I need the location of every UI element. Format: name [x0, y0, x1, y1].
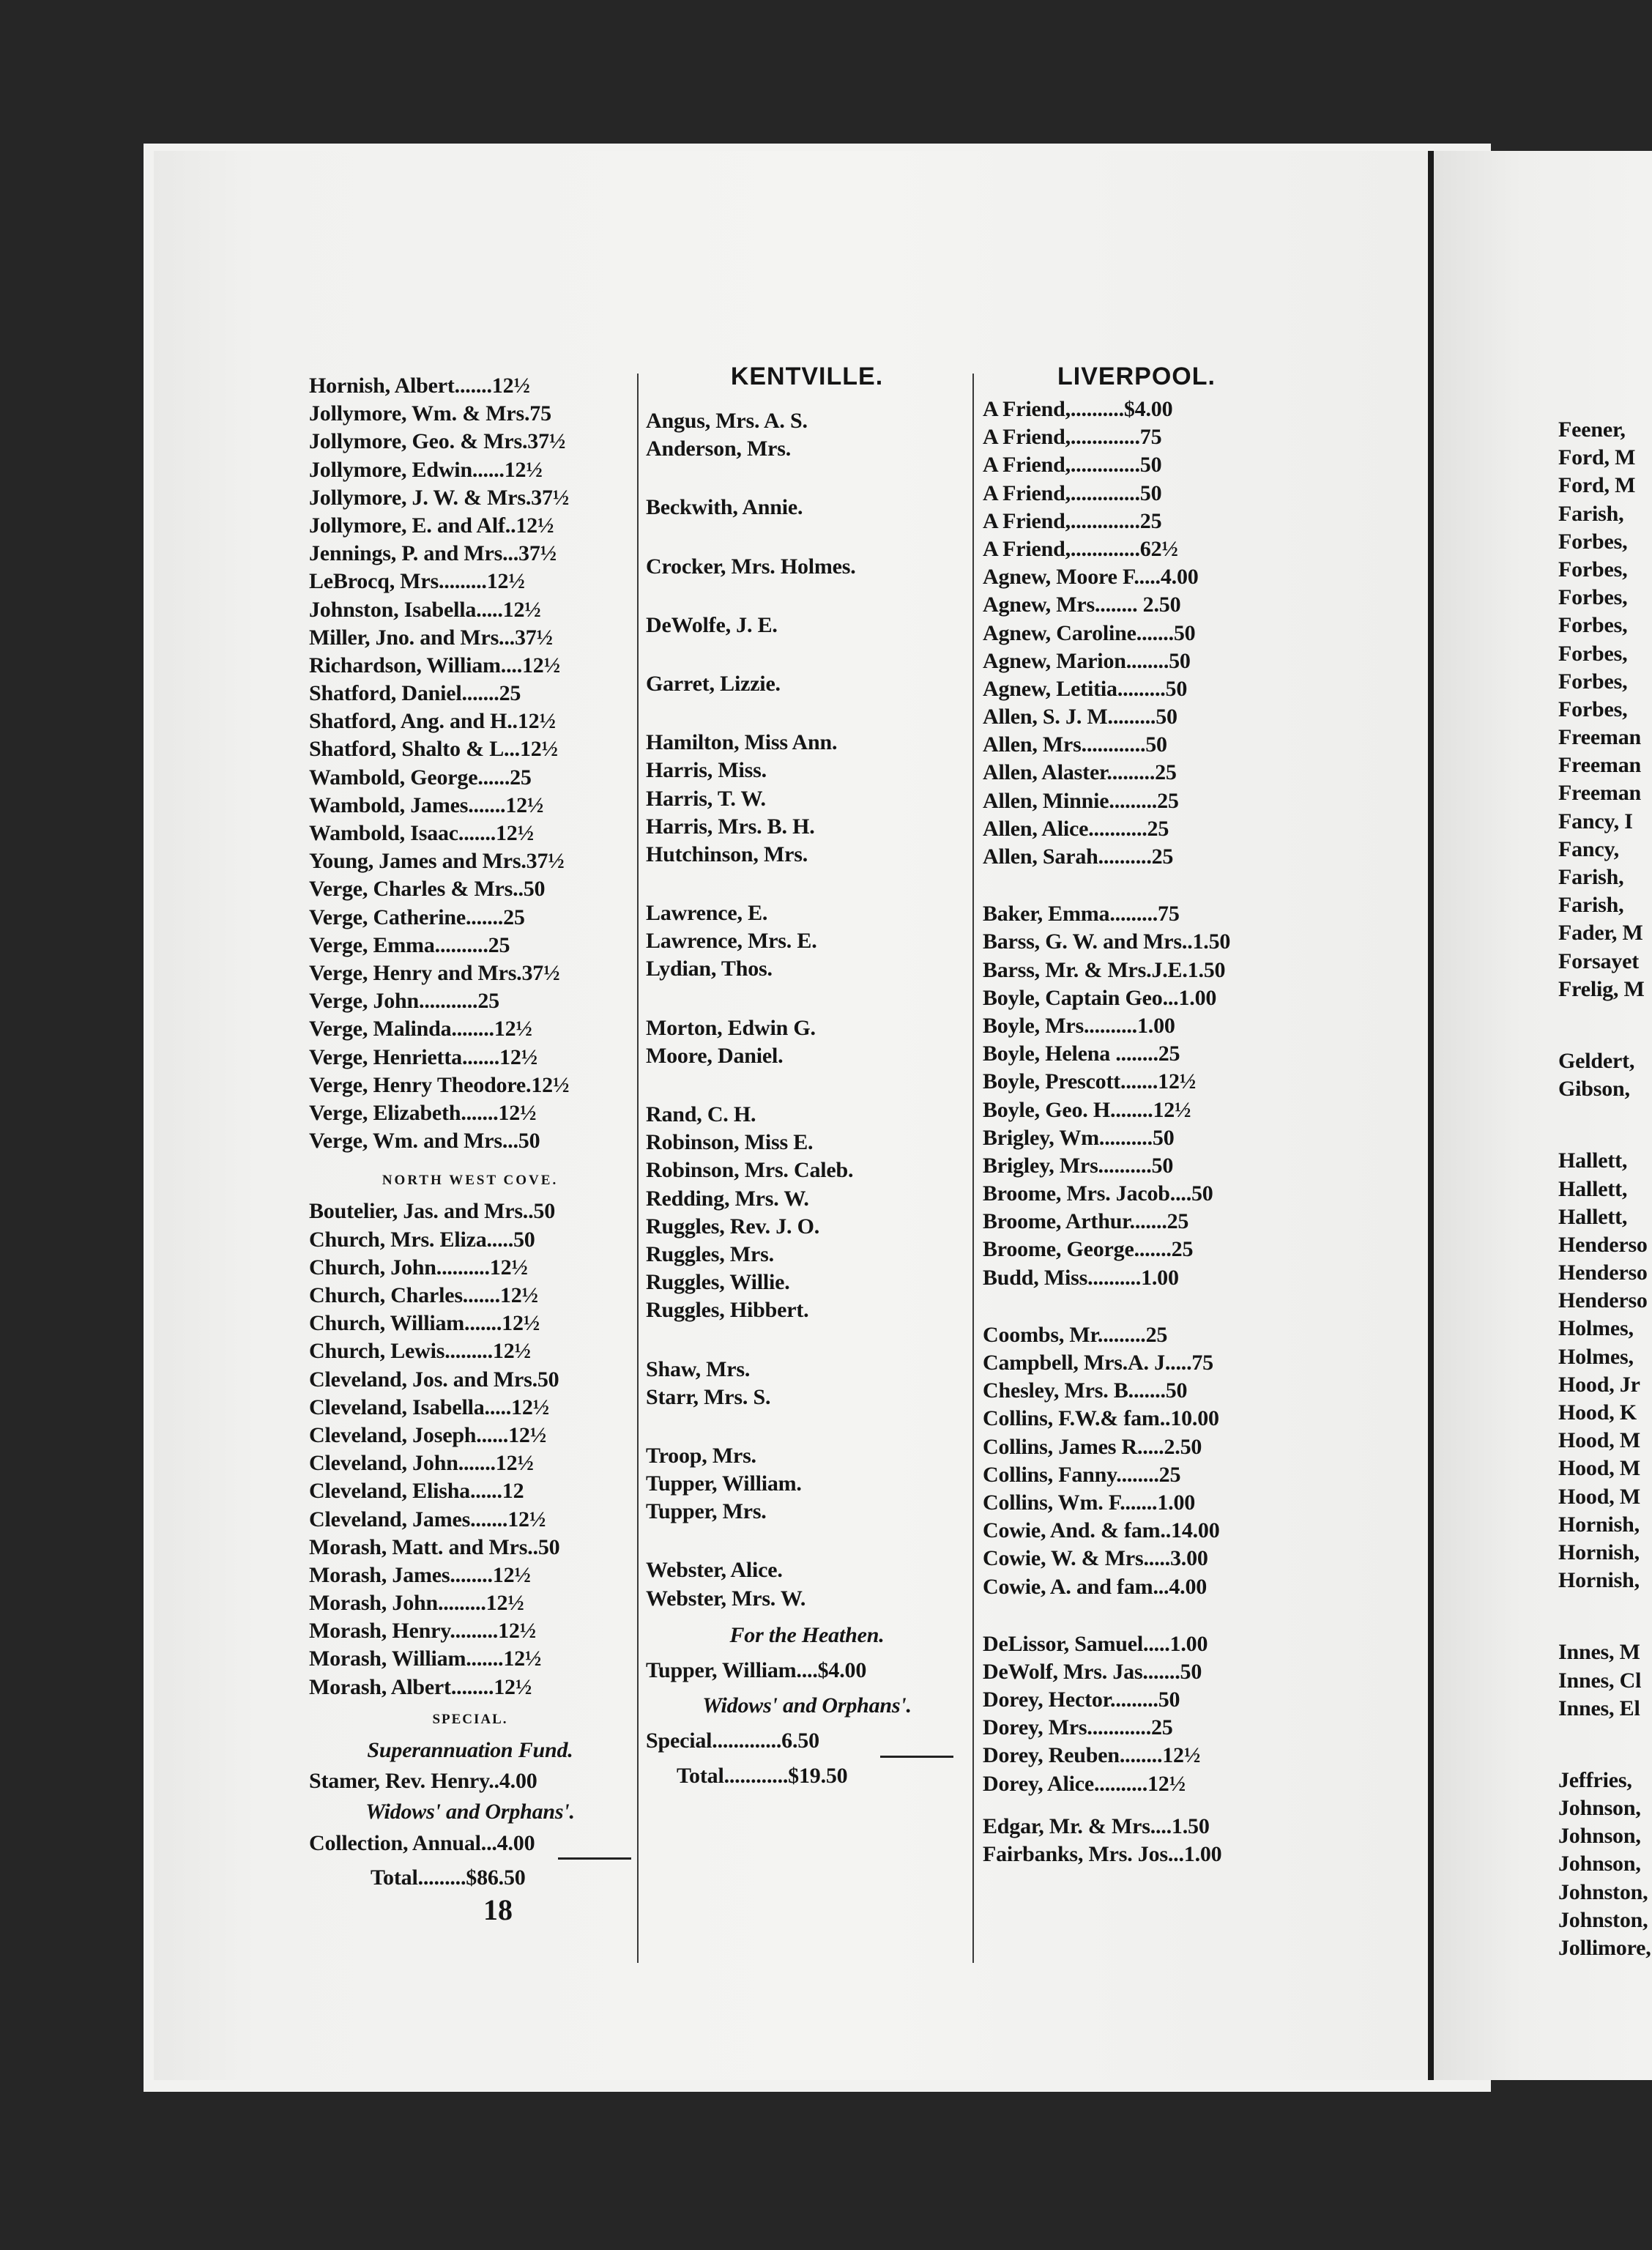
contributor-entry: Wambold, Isaac.......12½ [309, 821, 534, 845]
contributor-entry: Hamilton, Miss Ann. [646, 730, 838, 755]
contributor-entry: Johnson, [1558, 1824, 1641, 1849]
contributor-entry: Frelig, M [1558, 976, 1645, 1001]
widows-orphans-heading: Widows' and Orphans'. [365, 1800, 575, 1824]
contributor-entry: A Friend,.............25 [983, 508, 1162, 533]
contributor-entry: Shaw, Mrs. [646, 1356, 751, 1381]
contributor-entry: Collins, F.W.& fam..10.00 [983, 1406, 1219, 1431]
contributor-entry: Robinson, Mrs. Caleb. [646, 1158, 854, 1183]
special-entry: Special.............6.50 [646, 1729, 819, 1753]
contributor-entry: Fancy, [1558, 836, 1619, 861]
contributor-entry: LeBrocq, Mrs.........12½ [309, 569, 525, 594]
contributor-entry: Hood, M [1558, 1456, 1640, 1481]
contributor-entry: Morton, Edwin G. [646, 1015, 816, 1040]
contributor-entry: Hallett, [1558, 1148, 1628, 1173]
column-hornish-to-morash [309, 372, 631, 1928]
column-liverpool [983, 359, 1290, 1868]
contributor-entry: Allen, Sarah..........25 [983, 844, 1174, 869]
contributor-entry: Innes, Cl [1558, 1668, 1642, 1693]
contributor-entry: Hallett, [1558, 1176, 1628, 1201]
contributor-entry: Cowie, And. & fam..14.00 [983, 1518, 1220, 1543]
contributor-entry: Brigley, Mrs..........50 [983, 1153, 1174, 1178]
kentville-heading: KENTVILLE. [730, 363, 884, 390]
contributor-entry: Cleveland, James.......12½ [309, 1507, 546, 1531]
contributor-entry: Dorey, Reuben........12½ [983, 1743, 1201, 1768]
contributor-entry: Church, Charles.......12½ [309, 1283, 538, 1307]
contributor-entry: Forbes, [1558, 613, 1628, 638]
contributor-entry: Garret, Lizzie. [646, 671, 781, 696]
contributor-entry: Harris, T. W. [646, 786, 766, 811]
contributor-entry: Cleveland, Isabella.....12½ [309, 1395, 549, 1419]
contributor-entry: Agnew, Mrs........ 2.50 [983, 593, 1181, 617]
liverpool-list [983, 394, 1290, 1868]
contributor-entry: A Friend,.............50 [983, 480, 1162, 505]
contributor-entry: Morash, William.......12½ [309, 1646, 542, 1671]
north-west-cove-heading: NORTH WEST COVE. [382, 1173, 559, 1189]
contributor-entry: Henderso [1558, 1260, 1648, 1285]
contributor-entry: Verge, Henrietta.......12½ [309, 1044, 537, 1069]
contributor-entry: Farish, [1558, 865, 1624, 889]
contributor-entry: Ruggles, Rev. J. O. [646, 1214, 820, 1239]
contributor-entry: Harris, Miss. [646, 758, 767, 783]
contributor-entry: Campbell, Mrs.A. J.....75 [983, 1351, 1213, 1375]
superannuation-heading: Superannuation Fund. [367, 1738, 573, 1762]
contributor-entry: Robinson, Miss E. [646, 1130, 814, 1155]
contributor-entry: Holmes, [1558, 1344, 1634, 1369]
contributor-entry: Forbes, [1558, 557, 1628, 582]
contributor-entry: Boyle, Prescott.......12½ [983, 1069, 1197, 1094]
contributor-entry: Hornish, [1558, 1512, 1640, 1537]
contributor-entry: Barss, G. W. and Mrs..1.50 [983, 929, 1231, 954]
contributor-entry: Moore, Daniel. [646, 1043, 784, 1068]
contributor-entry: Farish, [1558, 501, 1624, 526]
contributor-entry: Shatford, Ang. and H..12½ [309, 709, 556, 734]
next-page-list [1558, 372, 1652, 1962]
total-line: Total............$19.50 [677, 1763, 848, 1788]
contributor-entry: Shatford, Shalto & L...12½ [309, 737, 558, 762]
contributor-entry: Edgar, Mr. & Mrs....1.50 [983, 1813, 1210, 1838]
contributor-entry: A Friend,.............75 [983, 425, 1162, 450]
contributor-entry: Collins, Wm. F.......1.00 [983, 1490, 1196, 1515]
contributor-entry: Allen, S. J. M.........50 [983, 705, 1177, 729]
contributor-entry: Jollymore, J. W. & Mrs.37½ [309, 485, 570, 510]
contributor-entry: Lydian, Thos. [646, 957, 773, 981]
contributor-entry: Cleveland, Elisha......12 [309, 1479, 524, 1504]
contributor-entry: Johnson, [1558, 1796, 1641, 1821]
contributor-entry: Starr, Mrs. S. [646, 1384, 771, 1409]
contributor-entry: Jollymore, Geo. & Mrs.37½ [309, 429, 566, 454]
contributor-entry: Morash, Albert........12½ [309, 1674, 532, 1699]
contributor-entry: Broome, Arthur.......25 [983, 1209, 1189, 1234]
contributor-entry: Crocker, Mrs. Holmes. [646, 554, 856, 579]
contributor-entry: Hornish, Albert.......12½ [309, 374, 530, 398]
kentville-list [646, 394, 968, 1613]
contributor-entry: Tupper, Mrs. [646, 1499, 767, 1524]
contributor-entry: Hornish, [1558, 1568, 1640, 1593]
contributor-entry: Verge, Henry Theodore.12½ [309, 1072, 570, 1097]
contributor-entry: Henderso [1558, 1232, 1648, 1257]
contributor-entry: Angus, Mrs. A. S. [646, 409, 808, 433]
contributor-entry: Verge, Emma..........25 [309, 932, 510, 957]
contributor-entry: Ford, M [1558, 473, 1636, 498]
contributor-entry: Allen, Mrs............50 [983, 732, 1167, 757]
contributor-entry: DeWolf, Mrs. Jas.......50 [983, 1659, 1202, 1684]
contributor-entry: Jeffries, [1558, 1767, 1632, 1792]
contributor-entry: Baker, Emma.........75 [983, 902, 1180, 927]
contributor-entry: Broome, George.......25 [983, 1237, 1194, 1262]
widows-orphans-heading: Widows' and Orphans'. [702, 1693, 912, 1718]
contributor-entry: Boyle, Mrs..........1.00 [983, 1013, 1175, 1038]
contributor-entry: Ford, M [1558, 445, 1636, 470]
contributor-entry: Ruggles, Willie. [646, 1270, 790, 1295]
contributor-entry: Barss, Mr. & Mrs.J.E.1.50 [983, 957, 1226, 982]
contributor-entry: Redding, Mrs. W. [646, 1186, 809, 1211]
contributor-entry: Morash, Matt. and Mrs..50 [309, 1534, 560, 1559]
contributor-entry: Hornish, [1558, 1540, 1640, 1564]
contributor-entry: Hood, K [1558, 1400, 1637, 1425]
heathen-entry: Tupper, William....$4.00 [646, 1658, 867, 1682]
contributor-entry: Boyle, Captain Geo...1.00 [983, 985, 1217, 1010]
page-number: 18 [483, 1893, 513, 1926]
contributor-entry: Beckwith, Annie. [646, 495, 803, 520]
contributor-entry: Verge, John...........25 [309, 989, 499, 1014]
contributor-entry: Farish, [1558, 893, 1624, 918]
contributor-entry: Hood, M [1558, 1484, 1640, 1509]
contributor-entry: Cleveland, Jos. and Mrs.50 [309, 1367, 559, 1392]
contributor-entry: Brigley, Wm..........50 [983, 1125, 1175, 1150]
contributor-entry: Church, William.......12½ [309, 1311, 540, 1336]
contributor-entry: Freeman [1558, 753, 1642, 778]
contributor-entry: Holmes, [1558, 1316, 1634, 1341]
contributor-entry: Richardson, William....12½ [309, 653, 560, 677]
contributor-entry: Verge, Elizabeth.......12½ [309, 1100, 537, 1125]
contributor-entry: Johnson, [1558, 1852, 1641, 1876]
contributor-entry: Jollimore, [1558, 1936, 1651, 1960]
contributor-entry: Allen, Minnie.........25 [983, 788, 1179, 813]
contributor-entry: DeLissor, Samuel.....1.00 [983, 1631, 1208, 1656]
contributor-entry: Ruggles, Hibbert. [646, 1298, 809, 1323]
contributor-entry: Fader, M [1558, 921, 1643, 946]
contributor-entry: Ruggles, Mrs. [646, 1241, 774, 1266]
contributor-entry: Agnew, Marion........50 [983, 648, 1191, 673]
contributor-entry: Allen, Alaster.........25 [983, 760, 1177, 785]
contributor-entry: Forsayet [1558, 948, 1640, 973]
contributor-entry: Hallett, [1558, 1204, 1628, 1229]
contributor-entry: Morash, Henry.........12½ [309, 1619, 536, 1644]
contributor-entry: Innes, El [1558, 1696, 1640, 1720]
heathen-heading: For the Heathen. [729, 1622, 885, 1647]
contributor-entry: Forbes, [1558, 641, 1628, 666]
column-kentville [646, 359, 968, 1790]
contributor-entry: Johnston, Isabella.....12½ [309, 597, 541, 622]
contributor-entry: Agnew, Caroline.......50 [983, 620, 1196, 645]
contributor-entry: Johnston, [1558, 1907, 1648, 1932]
superannuation-entry: Stamer, Rev. Henry..4.00 [309, 1769, 537, 1794]
contributor-entry: Verge, Charles & Mrs..50 [309, 877, 546, 902]
contributor-entry: Freeman [1558, 725, 1642, 750]
contributor-entry: A Friend,..........$4.00 [983, 397, 1173, 421]
contributor-entry: Young, James and Mrs.37½ [309, 849, 565, 874]
contributor-entry: Verge, Henry and Mrs.37½ [309, 960, 560, 985]
contributor-entry: Boyle, Helena ........25 [983, 1042, 1180, 1066]
special-heading: SPECIAL. [432, 1711, 508, 1727]
contributor-entry: Lawrence, Mrs. E. [646, 929, 817, 954]
contributor-entry: Morash, James........12½ [309, 1562, 531, 1587]
contributor-entry: Jollymore, E. and Alf..12½ [309, 513, 554, 538]
contributor-entry: Rand, C. H. [646, 1102, 756, 1126]
contributor-entry: Cleveland, Joseph......12½ [309, 1422, 546, 1447]
contributor-entry: Boutelier, Jas. and Mrs..50 [309, 1199, 555, 1224]
contributor-entry: Jollymore, Edwin......12½ [309, 457, 543, 482]
contributor-entry: Fairbanks, Mrs. Jos...1.00 [983, 1842, 1222, 1866]
contributor-entry: Lawrence, E. [646, 901, 768, 926]
contributor-entry: A Friend,.............62½ [983, 536, 1178, 561]
contributor-entry: Freeman [1558, 781, 1642, 806]
contributor-entry: Forbes, [1558, 669, 1628, 694]
contributor-entry: Wambold, George......25 [309, 765, 532, 790]
collection-entry: Collection, Annual...4.00 [309, 1830, 535, 1855]
contributor-entry: Harris, Mrs. B. H. [646, 814, 815, 839]
contributor-entry: Cowie, A. and fam...4.00 [983, 1574, 1208, 1599]
contributor-entry: Boyle, Geo. H........12½ [983, 1097, 1191, 1122]
contributor-entry: Feener, [1558, 417, 1626, 442]
contributor-entry: Dorey, Mrs............25 [983, 1715, 1173, 1740]
contributor-entry: Collins, Fanny........25 [983, 1462, 1181, 1487]
contributor-entry: Agnew, Letitia.........50 [983, 676, 1188, 701]
contributor-entry: Broome, Mrs. Jacob....50 [983, 1181, 1213, 1206]
contributor-entry: Dorey, Hector.........50 [983, 1688, 1180, 1712]
contributor-entry: Cleveland, John.......12½ [309, 1451, 534, 1476]
contributor-entry: Forbes, [1558, 585, 1628, 610]
contributor-entry: Anderson, Mrs. [646, 437, 792, 461]
contributor-entry: Webster, Alice. [646, 1558, 783, 1583]
book-gutter [1428, 151, 1434, 2080]
contributor-entry: Forbes, [1558, 529, 1628, 554]
contributor-entry: Hutchinson, Mrs. [646, 842, 808, 866]
contributor-entry: Jennings, P. and Mrs...37½ [309, 541, 557, 566]
contributor-entry: Allen, Alice...........25 [983, 816, 1169, 841]
contributor-entry: A Friend,.............50 [983, 453, 1162, 478]
contributor-entry: Troop, Mrs. [646, 1443, 756, 1468]
contributor-entry: Webster, Mrs. W. [646, 1586, 806, 1611]
total-line: Total.........$86.50 [371, 1865, 526, 1890]
contributor-entry: Verge, Wm. and Mrs...50 [309, 1129, 540, 1154]
contributor-entry: Hood, Jr [1558, 1372, 1640, 1397]
contributor-entry: Verge, Malinda........12½ [309, 1017, 532, 1042]
contributor-entry: Shatford, Daniel.......25 [309, 681, 521, 706]
contributor-entry: Miller, Jno. and Mrs...37½ [309, 625, 553, 650]
contributor-entry: Hood, M [1558, 1428, 1640, 1453]
liverpool-heading: LIVERPOOL. [1057, 363, 1216, 390]
contributor-entry: Budd, Miss..........1.00 [983, 1265, 1179, 1290]
contributor-entry: Coombs, Mr.........25 [983, 1322, 1168, 1347]
contributor-entry: Forbes, [1558, 697, 1628, 721]
contributor-list [309, 372, 631, 1155]
contributor-entry: Verge, Catherine.......25 [309, 905, 525, 929]
contributor-entry: Cowie, W. & Mrs.....3.00 [983, 1546, 1208, 1571]
contributor-entry: Jollymore, Wm. & Mrs.75 [309, 401, 551, 426]
contributor-entry: Wambold, James.......12½ [309, 792, 544, 817]
contributor-entry: Chesley, Mrs. B.......50 [983, 1378, 1188, 1403]
column-divider-2 [972, 374, 974, 1963]
contributor-entry: Tupper, William. [646, 1471, 802, 1496]
contributor-entry: Fancy, I [1558, 809, 1633, 833]
contributor-entry: Church, John..........12½ [309, 1255, 528, 1280]
contributor-entry: Geldert, [1558, 1048, 1635, 1073]
contributor-entry: Innes, M [1558, 1640, 1640, 1665]
contributor-entry: Johnston, [1558, 1879, 1648, 1904]
contributor-entry: Gibson, [1558, 1077, 1630, 1102]
contributor-entry: DeWolfe, J. E. [646, 612, 778, 637]
contributor-entry: Dorey, Alice..........12½ [983, 1771, 1186, 1796]
north-west-cove-list [309, 1198, 631, 1701]
contributor-entry: Morash, John.........12½ [309, 1591, 524, 1616]
contributor-entry: Henderso [1558, 1288, 1648, 1313]
contributor-entry: Church, Lewis.........12½ [309, 1339, 531, 1364]
column-divider-1 [637, 374, 639, 1963]
contributor-entry: Church, Mrs. Eliza.....50 [309, 1227, 535, 1252]
contributor-entry: Agnew, Moore F.....4.00 [983, 565, 1199, 590]
contributor-entry: Collins, James R.....2.50 [983, 1434, 1202, 1459]
next-page-column [1558, 372, 1652, 1962]
